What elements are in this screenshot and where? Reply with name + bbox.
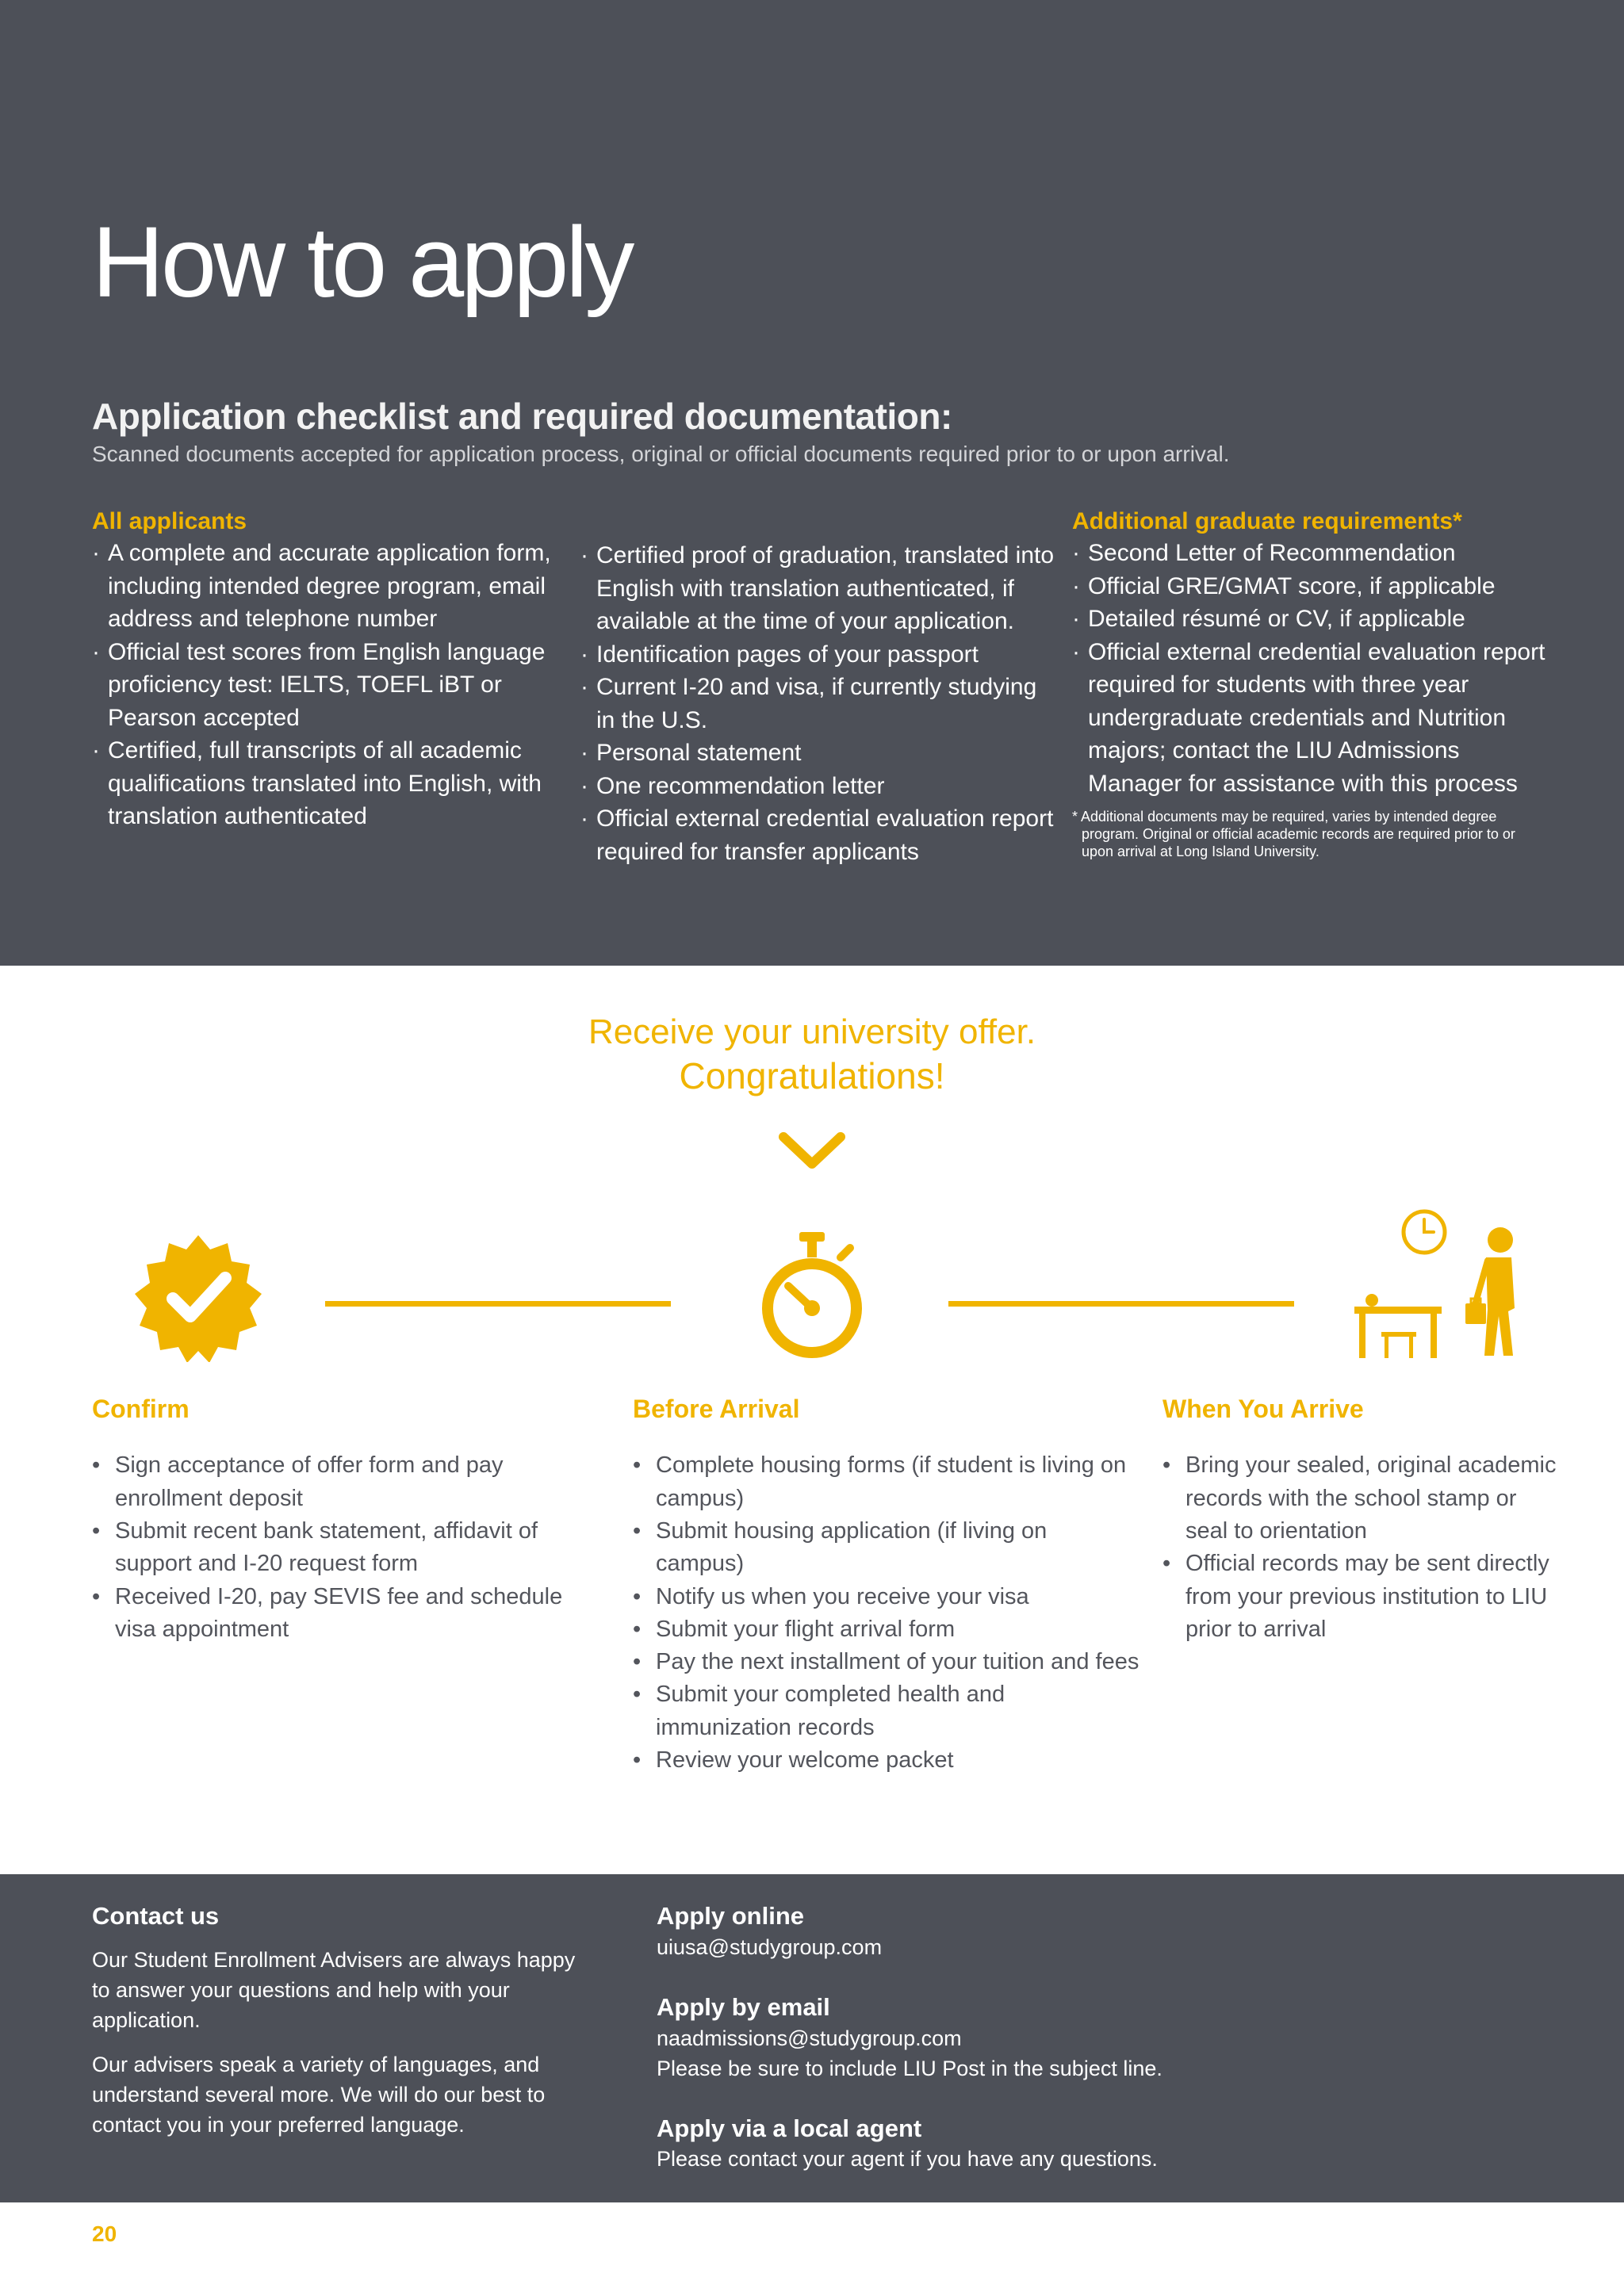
contact-paragraph: Our Student Enrollment Advisers are always happy to answer your questions and help with your application. [92,1947,576,2032]
list-item: · Second Letter of Recommendation [1072,537,1548,570]
graduate-footnote: * Additional documents may be required, varies by intended degree program. Original or official academic records are required prior to or upon arrival at Long Island University. [1072,809,1515,859]
apply-agent-text: Please contact your agent if you have any questions. [657,2147,1158,2172]
page-title: How to apply [92,206,632,318]
person-walking-icon [1475,1227,1515,1356]
apply-email-block [657,1992,1370,2084]
list-item: · Detailed résumé or CV, if applicable [1072,603,1548,636]
stopwatch-icon [758,1229,866,1362]
apply-email-note: Please be sure to include LIU Post in the subject line. [657,2056,1162,2080]
all-applicants-continued-column [580,539,1056,868]
list-item: • Submit recent bank statement, affidavit of support and I-20 request form [92,1515,599,1581]
apply-email-link[interactable]: naadmissions@studygroup.com [657,2026,962,2050]
step-when-you-arrive [1162,1394,1559,1646]
list-item: · Personal statement [580,737,1056,770]
all-applicants-list [92,537,568,833]
list-item: · A complete and accurate application form, including intended degree program, email address and telephone number [92,537,568,636]
checklist-heading: Application checklist and required documentation: [92,396,952,437]
apply-agent-block [657,2114,1370,2175]
all-applicants-column [92,506,568,833]
apply-agent-heading: Apply via a local agent [657,2114,922,2142]
list-item: • Official records may be sent directly from your previous institution to LIU prior to arrival [1162,1548,1559,1646]
list-item: • Received I-20, pay SEVIS fee and schedule visa appointment [92,1581,599,1647]
step-confirm [92,1394,599,1646]
chevron-down-icon [777,1129,847,1177]
list-item: • Complete housing forms (if student is living on campus) [633,1449,1140,1515]
checklist-subheading: Scanned documents accepted for application process, original or official documents required prior to or upon arrival. [92,442,1230,466]
offer-line: Receive your university offer. [588,1012,1036,1051]
list-item: • Submit housing application (if living on campus) [633,1515,1140,1581]
graduate-requirements-column [1072,506,1548,860]
step-heading: Confirm [92,1395,190,1423]
list-item: · Current I-20 and visa, if currently studying in the U.S. [580,671,1056,737]
contact-us-section [92,1901,584,2140]
list-item: · Official GRE/GMAT score, if applicable [1072,570,1548,603]
list-item: • Submit your completed health and immunization records [633,1678,1140,1744]
congratulations-text: Congratulations! [679,1055,945,1096]
list-item: • Bring your sealed, original academic records with the school stamp or seal to orientation [1162,1449,1559,1548]
timeline-connector [948,1301,1294,1307]
list-item: · One recommendation letter [580,770,1056,803]
confirm-list [92,1449,599,1646]
step-heading: Before Arrival [633,1395,800,1423]
arrival-scene-icon [1348,1205,1530,1364]
list-item: • Sign acceptance of offer form and pay enrollment deposit [92,1449,599,1515]
list-item: · Certified, full transcripts of all academic qualifications translated into English, with translation authenticated [92,734,568,833]
apply-online-heading: Apply online [657,1902,804,1930]
all-applicants-heading: All applicants [92,508,247,534]
list-item: • Submit your flight arrival form [633,1613,1140,1646]
list-item: · Official test scores from English language proficiency test: IELTS, TOEFL iBT or Pearson accepted [92,636,568,735]
apply-email-heading: Apply by email [657,1992,830,2021]
contact-heading: Contact us [92,1902,220,1930]
timeline-connector [325,1301,671,1307]
list-item: • Notify us when you receive your visa [633,1581,1140,1613]
when-you-arrive-list [1162,1449,1559,1646]
list-item: · Official external credential evaluation report required for students with three year undergraduate credentials and Nutrition majors; contact the LIU Admissions Manager for assistance with this process [1072,636,1548,801]
apply-online-email-link[interactable]: uiusa@studygroup.com [657,1934,883,1959]
list-item: · Certified proof of graduation, translated into English with translation authenticated, if available at the time of your application. [580,539,1056,638]
list-item: • Pay the next installment of your tuition and fees [633,1646,1140,1678]
apply-online-block [657,1901,1370,1962]
page-number: 20 [92,2221,117,2246]
top-band [0,0,1624,966]
graduate-requirements-list [1072,537,1548,800]
desk-icon [1354,1294,1442,1358]
badge-check-icon [133,1232,263,1362]
list-item: · Official external credential evaluation report required for transfer applicants [580,802,1056,868]
briefcase-icon [1465,1299,1486,1324]
clock-icon [1404,1211,1445,1253]
step-before-arrival [633,1394,1140,1777]
step-heading: When You Arrive [1162,1395,1364,1423]
list-item: · Identification pages of your passport [580,638,1056,672]
contact-paragraph: Our advisers speak a variety of languages, and understand several more. We will do our best to contact you in your preferred language. [92,2052,546,2137]
apply-section [657,1901,1370,2174]
before-arrival-list [633,1449,1140,1777]
list-item: • Review your welcome packet [633,1744,1140,1777]
graduate-requirements-heading: Additional graduate requirements* [1072,508,1462,534]
all-applicants-continued-list [580,539,1056,868]
